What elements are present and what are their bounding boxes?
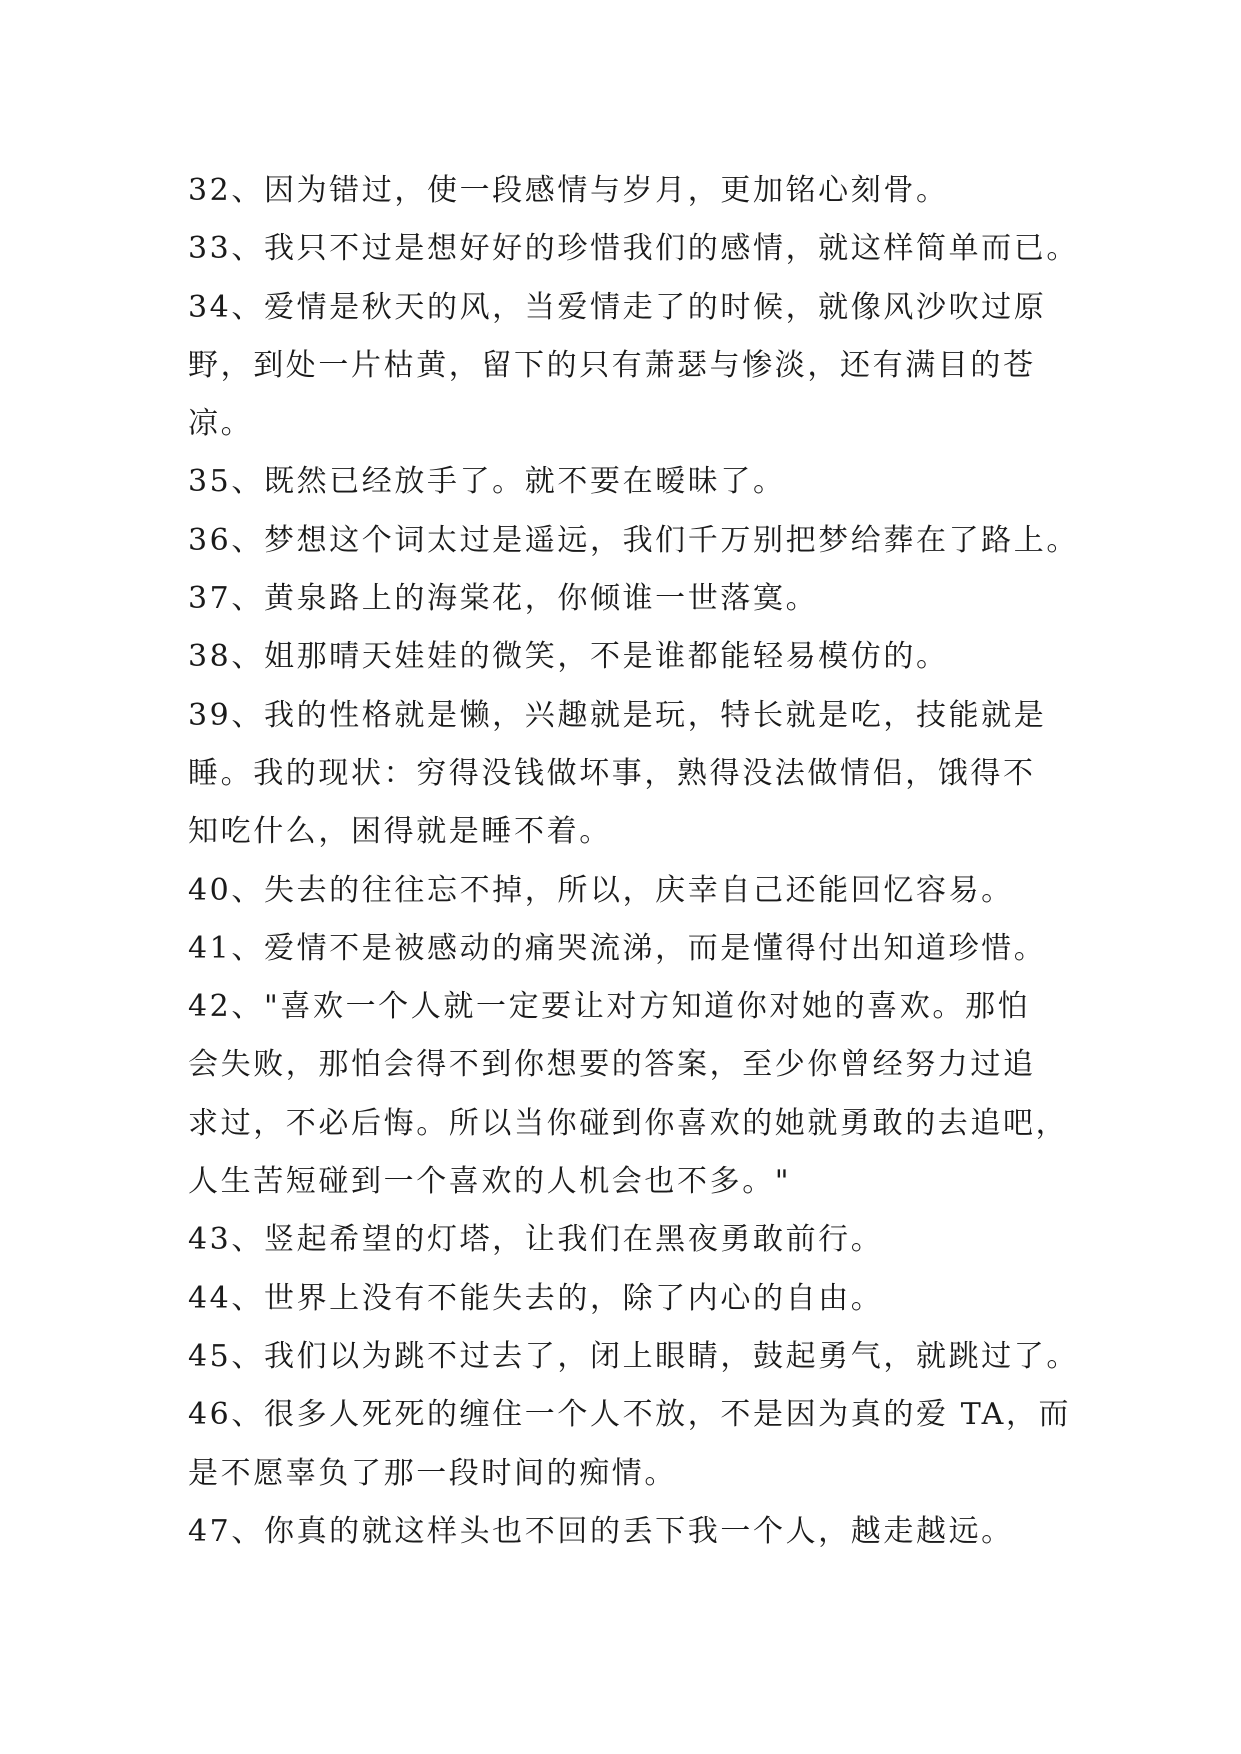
- text-line: 32、因为错过，使一段感情与岁月，更加铭心刻骨。: [188, 173, 949, 208]
- text-line: 35、既然已经放手了。就不要在暧昧了。: [188, 464, 786, 500]
- text-line: 求过，不必后悔。所以当你碰到你喜欢的她就勇敢的去追吧，: [188, 1105, 1069, 1141]
- text-line: 40、失去的往往忘不掉，所以，庆幸自己还能回忆容易。: [188, 872, 1014, 908]
- text-line: 34、爱情是秋天的风，当爱情走了的时候，就像风沙吹过原: [188, 289, 1047, 325]
- text-line: 知吃什么，困得就是睡不着。: [188, 814, 612, 850]
- text-line: 39、我的性格就是懒，兴趣就是玩，特长就是吃，技能就是: [188, 697, 1047, 733]
- document-body: [188, 162, 1078, 1561]
- text-line: 45、我们以为跳不过去了，闭上眼睛，鼓起勇气，就跳过了。: [188, 1338, 1079, 1374]
- text-line: 38、姐那晴天娃娃的微笑，不是谁都能轻易模仿的。: [188, 639, 949, 675]
- text-line: 46、很多人死死的缠住一个人不放，不是因为真的爱 TA，而: [188, 1397, 1072, 1433]
- text-line: 33、我只不过是想好好的珍惜我们的感情，就这样简单而已。: [188, 231, 1079, 267]
- text-line: 36、梦想这个词太过是遥远，我们千万别把梦给葬在了路上。: [188, 522, 1079, 558]
- text-line: 是不愿辜负了那一段时间的痴情。: [188, 1455, 677, 1491]
- text-line: 野，到处一片枯黄，留下的只有萧瑟与惨淡，还有满目的苍: [188, 347, 1036, 383]
- text-line: 43、竖起希望的灯塔，让我们在黑夜勇敢前行。: [188, 1222, 884, 1258]
- text-line: 凉。: [188, 406, 254, 442]
- text-line: 睡。我的现状：穷得没钱做坏事，熟得没法做情侣，饿得不: [188, 755, 1036, 791]
- text-line: 37、黄泉路上的海棠花，你倾谁一世落寞。: [188, 581, 819, 617]
- text-line: 会失败，那怕会得不到你想要的答案，至少你曾经努力过追: [188, 1047, 1036, 1083]
- text-line: 47、你真的就这样头也不回的丢下我一个人，越走越远。: [188, 1513, 1014, 1549]
- text-line: 42、"喜欢一个人就一定要让对方知道你对她的喜欢。那怕: [188, 989, 1031, 1025]
- text-line: 人生苦短碰到一个喜欢的人机会也不多。": [188, 1164, 792, 1200]
- text-line: 44、世界上没有不能失去的，除了内心的自由。: [188, 1280, 884, 1316]
- text-line: 41、爱情不是被感动的痛哭流涕，而是懂得付出知道珍惜。: [188, 930, 1047, 966]
